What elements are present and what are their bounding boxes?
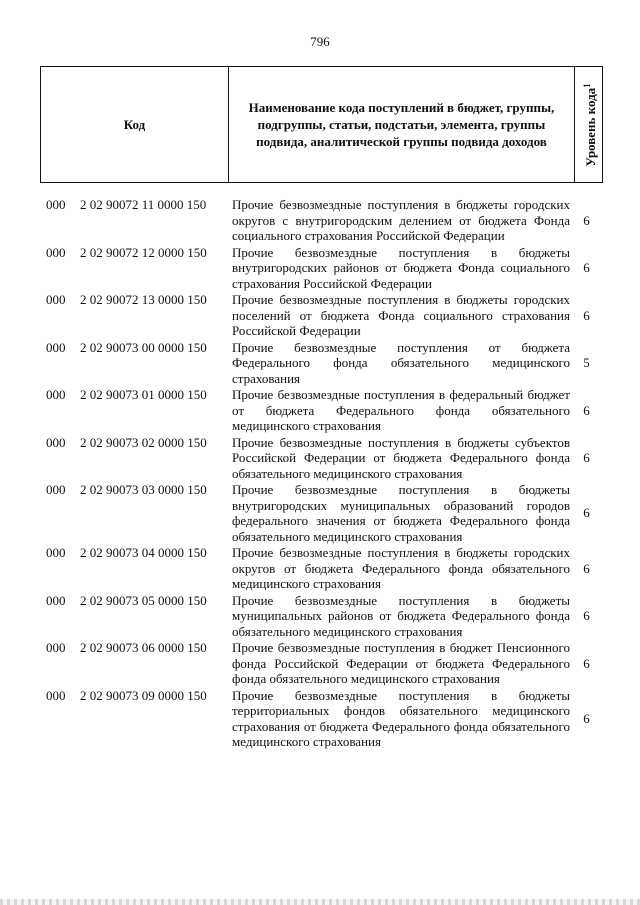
row-prefix: 000: [46, 592, 66, 608]
row-name: Прочие безвозмездные поступления в бюджеты городских округов с внутригородским делением от бюджета Фонда социального страхования Российской Федерации: [232, 197, 570, 243]
row-name: Прочие безвозмездные поступления в бюджеты внутригородских муниципальных образований городов федерального значения от бюджета Федерального фонда обязательного медицинского страхования: [232, 482, 570, 544]
row-prefix: 000: [46, 640, 66, 655]
row-level: 6: [583, 608, 590, 623]
row-level: 6: [583, 260, 590, 275]
row-prefix: 000: [46, 387, 66, 402]
table-row: [40, 292, 603, 339]
page-number: 796: [310, 34, 330, 49]
row-prefix: 000: [46, 545, 66, 560]
table-row: [40, 245, 603, 292]
row-code: 2 02 90073 03 0000 150: [80, 482, 207, 497]
row-code: 2 02 90072 13 0000 150: [80, 292, 207, 307]
table-row: [40, 387, 603, 434]
row-code: 2 02 90073 09 0000 150: [80, 687, 207, 703]
row-name: Прочие безвозмездные поступления в бюджеты субъектов Российской Федерации от бюджета Федерального фонда обязательного медицинского страхования: [232, 434, 570, 481]
row-name: Прочие безвозмездные поступления в бюджеты муниципальных районов от бюджета Федерального фонда обязательного медицинского страхования: [232, 592, 570, 639]
row-name: Прочие безвозмездные поступления в бюджеты территориальных фондов обязательного медицинского страхования от бюджета Федерального фонда обязательного медицинского страхования: [232, 687, 570, 749]
row-code: 2 02 90073 06 0000 150: [80, 640, 207, 655]
table-row: [40, 545, 603, 592]
header-code: Код: [41, 67, 229, 182]
row-code: 2 02 90072 11 0000 150: [80, 197, 207, 212]
row-code: 2 02 90073 04 0000 150: [80, 545, 207, 560]
table-row: [40, 593, 603, 640]
scan-edge-artifact: [0, 899, 640, 905]
row-level: 6: [583, 560, 590, 576]
header-level-text: Уровень кода: [582, 87, 598, 167]
table-header: [40, 66, 603, 183]
row-prefix: 000: [46, 197, 66, 212]
table-body: [40, 197, 603, 751]
row-prefix: 000: [46, 687, 66, 703]
row-prefix: 000: [46, 244, 66, 260]
row-name: Прочие безвозмездные поступления в бюджеты городских поселений от бюджета Фонда социального страхования Российской Федерации: [232, 292, 570, 338]
row-prefix: 000: [46, 292, 66, 307]
row-level: 6: [583, 212, 590, 228]
header-name: Наименование кода поступлений в бюджет, группы, подгруппы, статьи, подстатьи, элемента, группы подвида, аналитической группы подвида доходов: [229, 67, 575, 182]
row-prefix: 000: [46, 482, 66, 497]
row-code: 2 02 90073 02 0000 150: [80, 434, 207, 450]
row-code: 2 02 90073 05 0000 150: [80, 592, 207, 608]
header-level-footnote: 1: [581, 82, 592, 88]
row-code: 2 02 90072 12 0000 150: [80, 244, 207, 260]
row-level: 5: [583, 355, 590, 370]
row-level: 6: [583, 450, 590, 465]
row-name: Прочие безвозмездные поступления в федеральный бюджет от бюджета Федерального фонда обязательного медицинского страхования: [232, 387, 570, 433]
table-row: [40, 688, 603, 750]
table-row: [40, 482, 603, 544]
row-name: Прочие безвозмездные поступления в бюджет Пенсионного фонда Российской Федерации от бюджета Федерального фонда обязательного медицинского страхования: [232, 640, 570, 686]
table-row: [40, 340, 603, 387]
table-row: [40, 435, 603, 482]
row-name: Прочие безвозмездные поступления от бюджета Федерального фонда обязательного медицинского страхования: [232, 339, 570, 386]
row-name: Прочие безвозмездные поступления в бюджеты внутригородских районов от бюджета Фонда социального страхования Российской Федерации: [232, 244, 570, 291]
row-level: 6: [583, 307, 590, 323]
row-level: 6: [583, 402, 590, 418]
row-level: 6: [583, 505, 590, 521]
header-level: [575, 67, 602, 182]
row-prefix: 000: [46, 434, 66, 450]
row-code: 2 02 90073 00 0000 150: [80, 339, 207, 355]
row-name: Прочие безвозмездные поступления в бюджеты городских округов от бюджета Федерального фонда обязательного медицинского страхования: [232, 545, 570, 591]
row-prefix: 000: [46, 339, 66, 355]
table-row: [40, 197, 603, 244]
row-level: 6: [583, 710, 590, 726]
table-row: [40, 640, 603, 687]
row-code: 2 02 90073 01 0000 150: [80, 387, 207, 402]
row-level: 6: [583, 655, 590, 671]
header-level-label: [578, 83, 598, 166]
